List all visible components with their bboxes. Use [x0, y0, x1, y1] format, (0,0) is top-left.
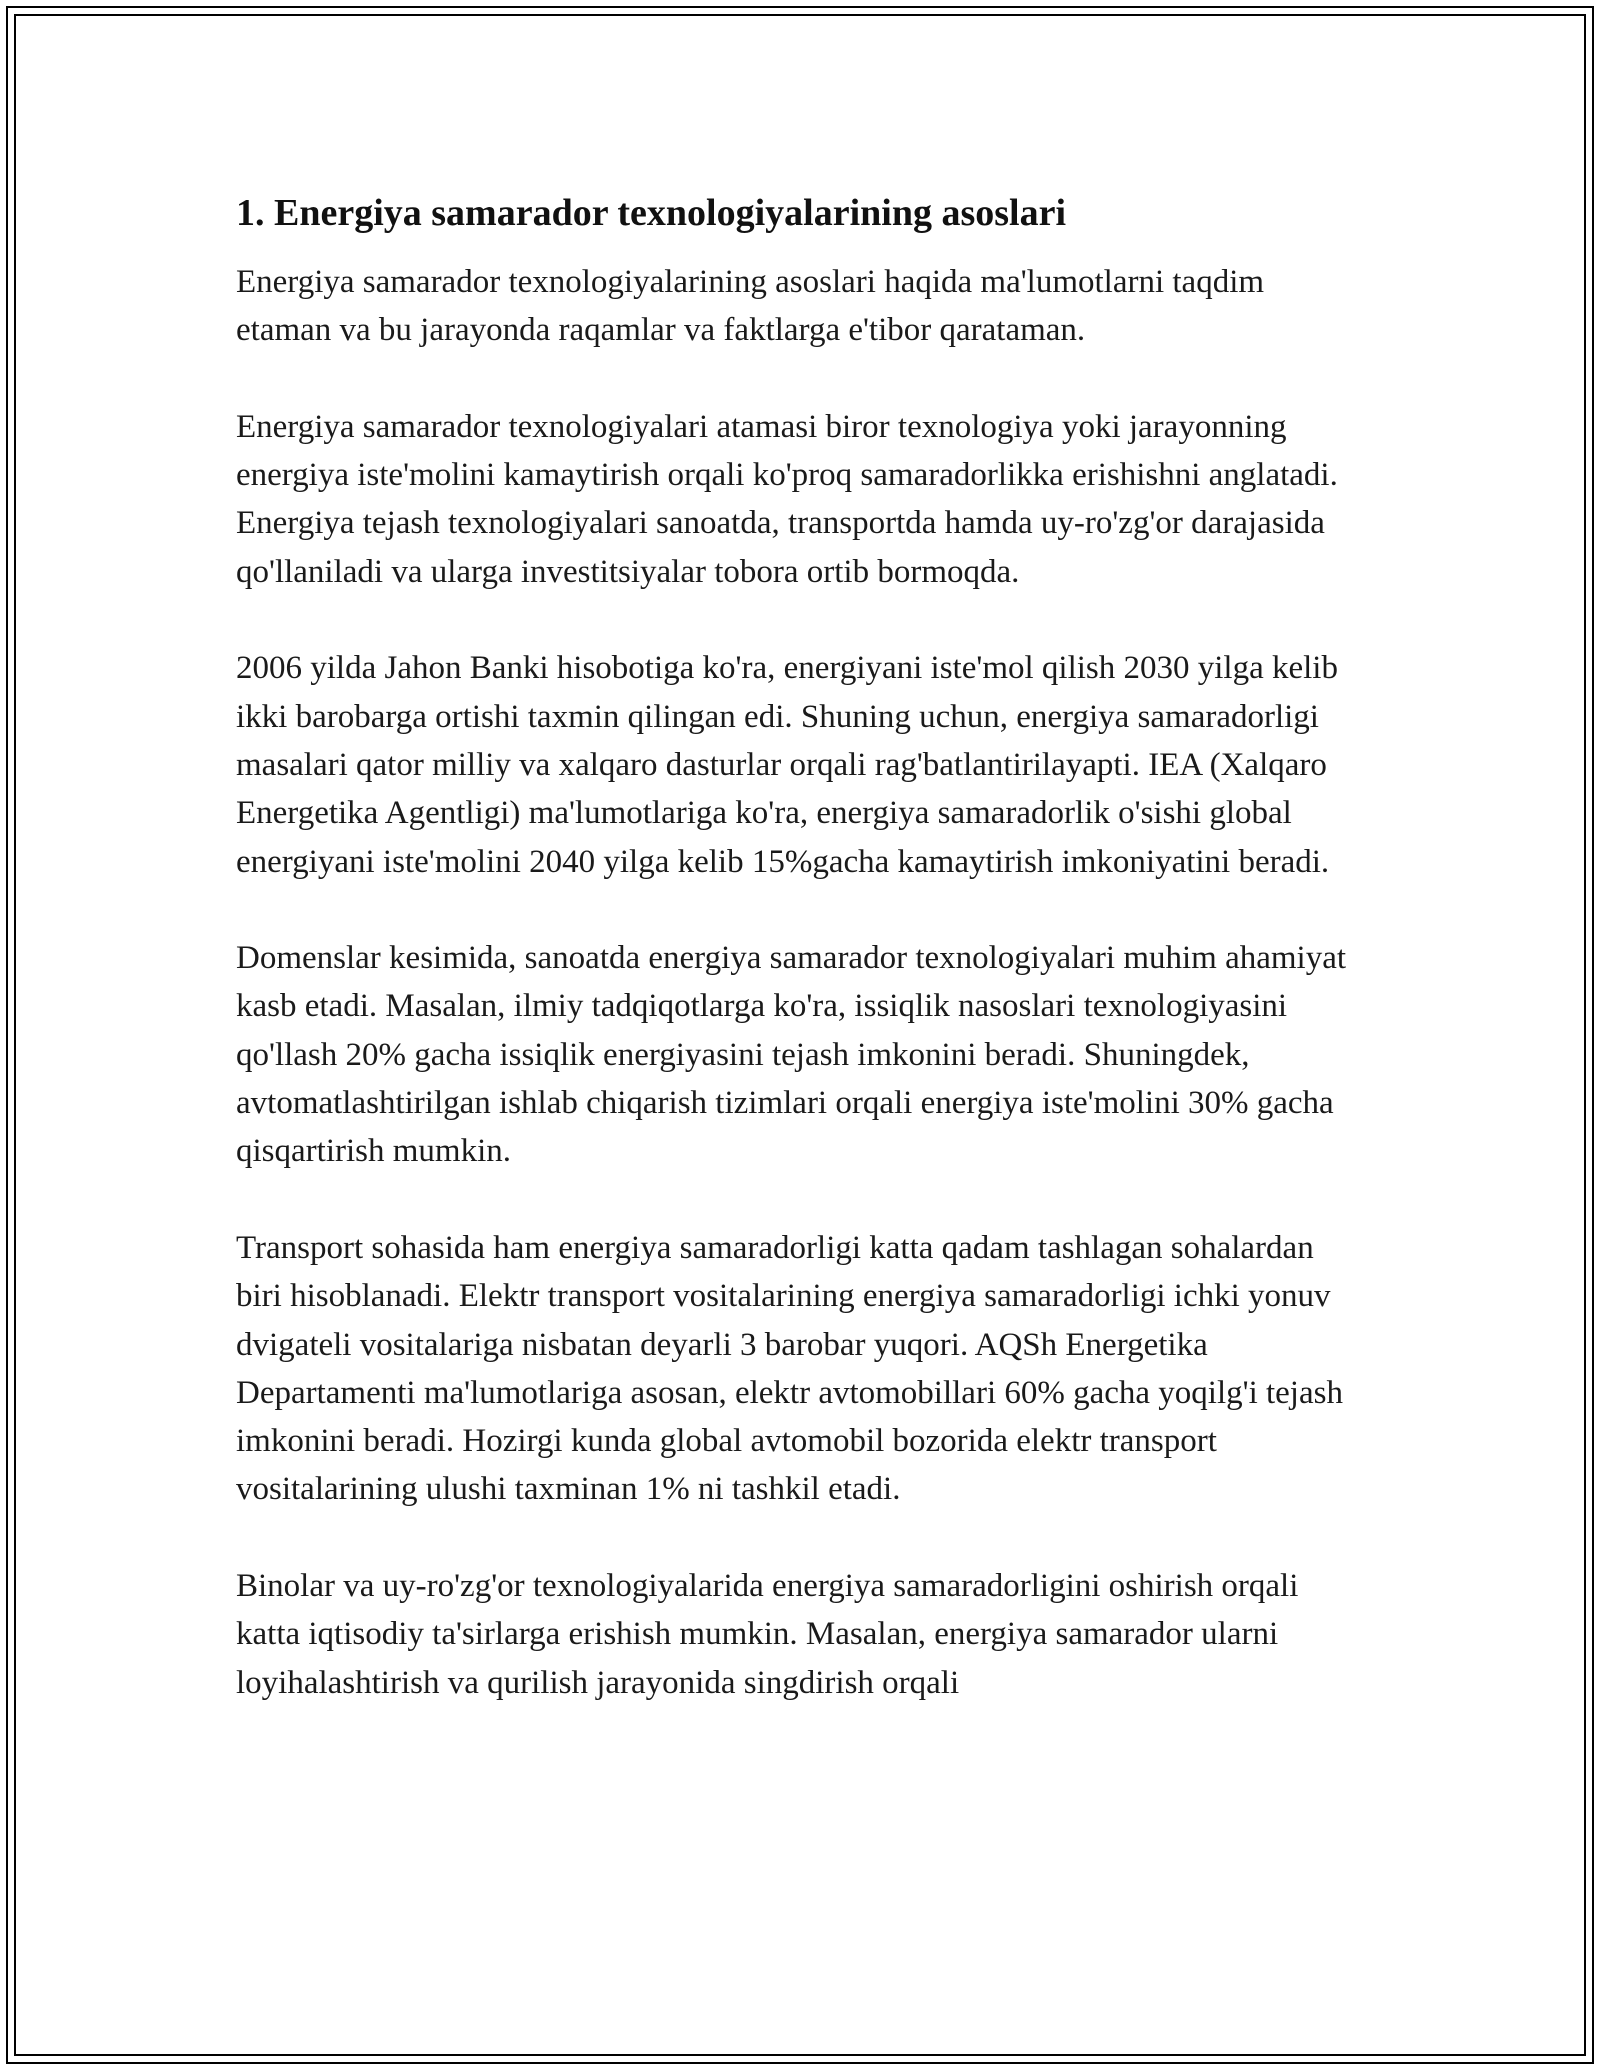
- paragraph-intro: Energiya samarador texnologiyalarining asoslari haqida ma'lumotlarni taqdim etaman va bu jarayonda raqamlar va faktlarga e'tibor qarataman.: [236, 264, 1265, 349]
- paragraph-buildings: Binolar va uy-ro'zg'or texnologiyalarida energiya samaradorligini oshirish orqali katta iqtisodiy ta'sirlarga erishish mumkin. Masalan, energiya samarador ularni loyihalashtirish va qurilish jarayonida singdirish orqali: [236, 1568, 1299, 1701]
- paragraph-statistics: 2006 yilda Jahon Banki hisobotiga ko'ra, energiyani iste'mol qilish 2030 yilga kelib ikki barobarga ortishi taxmin qilingan edi. Shuning uchun, energiya samaradorligi masalari qator milliy va xalqaro dasturlar orqali rag'batlantirilayapti. IEA (Xalqaro Energetika Agentligi) ma'lumotlariga ko'ra, energiya samaradorlik o'sishi global energiyani iste'molini 2040 yilga kelib 15%gacha kamaytirish imkoniyatini beradi.: [236, 650, 1338, 880]
- document-body: [236, 190, 1366, 1707]
- paragraph-industry: Domenslar kesimida, sanoatda energiya samarador texnologiyalari muhim ahamiyat kasb etadi. Masalan, ilmiy tadqiqotlarga ko'ra, issiqlik nasoslari texnologiyasini qo'llash 20% gacha issiqlik energiyasini tejash imkonini beradi. Shuningdek, avtomatlashtirilgan ishlab chiqarish tizimlari orqali energiya iste'molini 30% gacha qisqartirish mumkin.: [236, 940, 1347, 1170]
- paragraph-transport: Transport sohasida ham energiya samaradorligi katta qadam tashlagan sohalardan biri hisoblanadi. Elektr transport vositalarining energiya samaradorligi ichki yonuv dvigateli vositalariga nisbatan deyarli 3 barobar yuqori. AQSh Energetika Departamenti ma'lumotlariga asosan, elektr avtomobillari 60% gacha yoqilg'i tejash imkonini beradi. Hozirgi kunda global avtomobil bozorida elektr transport vositalarining ulushi taxminan 1% ni tashkil etadi.: [236, 1229, 1343, 1508]
- section-heading: 1. Energiya samarador texnologiyalarining asoslari: [236, 192, 1067, 234]
- paragraph-definition: Energiya samarador texnologiyalari atamasi biror texnologiya yoki jarayonning energiya iste'molini kamaytirish orqali ko'proq samaradorlikka erishishni anglatadi. Energiya tejash texnologiyalari sanoatda, transportda hamda uy-ro'zg'or darajasida qo'llaniladi va ularga investitsiyalar tobora ortib bormoqda.: [236, 408, 1338, 590]
